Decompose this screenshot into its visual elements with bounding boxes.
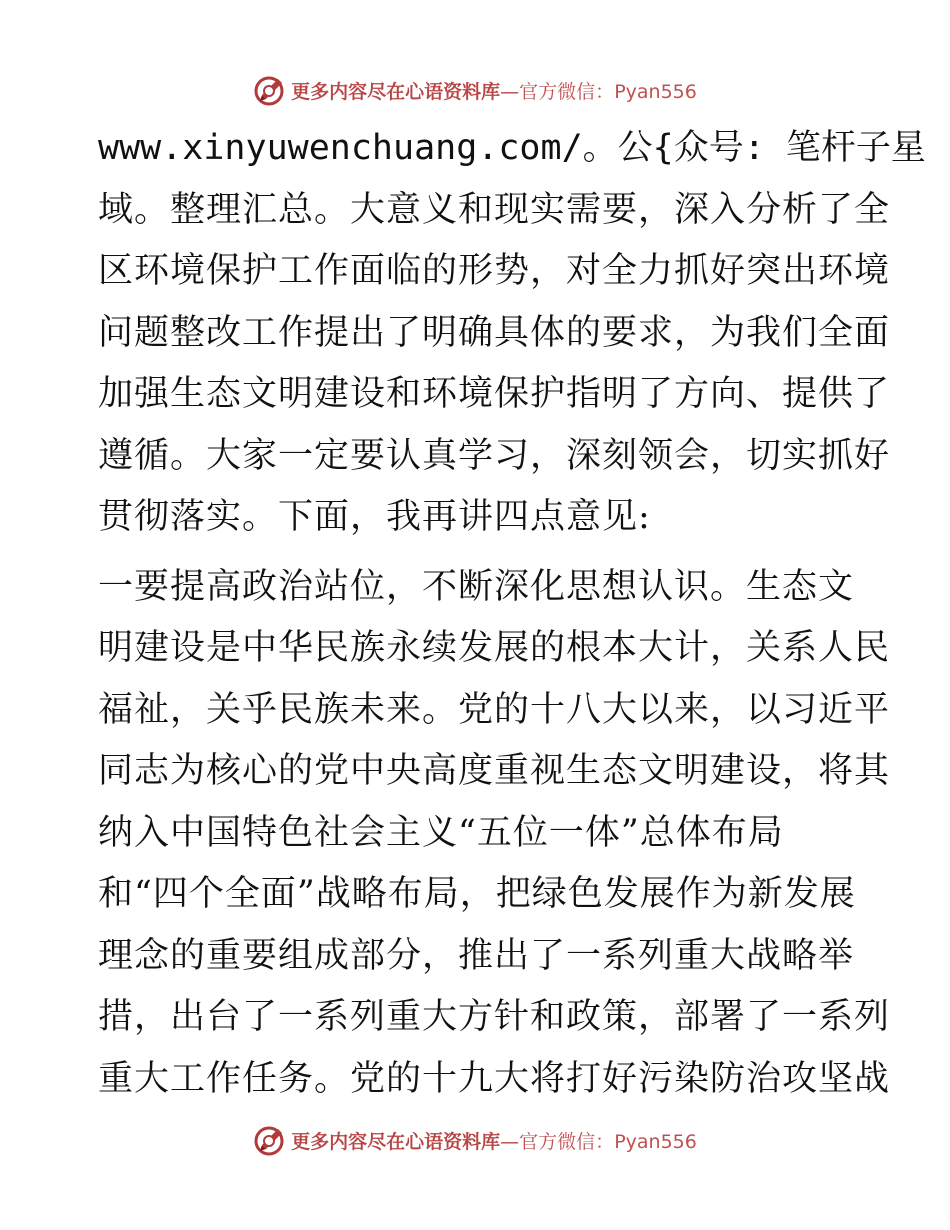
text-line: 措，出台了一系列重大方针和政策，部署了一系列 (98, 997, 891, 1037)
text-line: 区环境保护工作面临的形势，对全力抓好突出环境 (98, 251, 891, 291)
banner-brand: 更多内容尽在心语资料库 (291, 80, 501, 103)
paragraph-gap (98, 552, 858, 560)
text-line: 重大工作任务。党的十九大将打好污染防治攻坚战 (98, 1058, 891, 1099)
banner-text (291, 1127, 697, 1154)
header-banner (0, 70, 950, 110)
text-line: 明建设是中华民族永续发展的根本大计，关系人民 (98, 628, 891, 668)
text-line: www.xinyuwenchuang.com/。公{众号: 笔杆子星 (98, 128, 926, 168)
banner-separator: — (500, 1130, 520, 1153)
text-line: 同志为核心的党中央高度重视生态文明建设，将其 (98, 751, 891, 791)
text-line: 遵循。大家一定要认真学习，深刻领会，切实抓好 (98, 435, 891, 476)
banner-text (291, 77, 697, 104)
pen-logo-icon (253, 1123, 287, 1157)
paragraph (98, 560, 891, 1114)
banner-brand: 更多内容尽在心语资料库 (291, 1130, 501, 1153)
banner-wechat-label: 官方微信： (519, 80, 615, 103)
text-line: 一要提高政治站位，不断深化思想认识。生态文 (98, 566, 855, 607)
banner-wechat-id: Pyan556 (614, 1130, 697, 1153)
text-line: 理念的重要组成部分，推出了一系列重大战略举 (98, 935, 855, 976)
text-line: 和“四个全面”战略布局，把绿色发展作为新发展 (98, 874, 856, 914)
text-line: 纳入中国特色社会主义“五位一体”总体布局 (98, 812, 784, 853)
text-line: 贯彻落实。下面，我再讲四点意见: (98, 497, 651, 537)
text-line: 域。整理汇总。大意义和现实需要，深入分析了全 (98, 189, 891, 230)
text-line: 福祉，关乎民族未来。党的十八大以来，以习近平 (98, 689, 891, 730)
text-line: 问题整改工作提出了明确具体的要求，为我们全面 (98, 312, 891, 353)
banner-wechat-id: Pyan556 (614, 80, 697, 103)
pen-logo-icon (253, 73, 287, 107)
footer-banner (0, 1120, 950, 1160)
banner-wechat-label: 官方微信： (519, 1130, 615, 1153)
banner-separator: — (500, 80, 520, 103)
paragraph (98, 121, 926, 552)
document-body (98, 121, 926, 1113)
text-line: 加强生态文明建设和环境保护指明了方向、提供了 (98, 374, 891, 414)
